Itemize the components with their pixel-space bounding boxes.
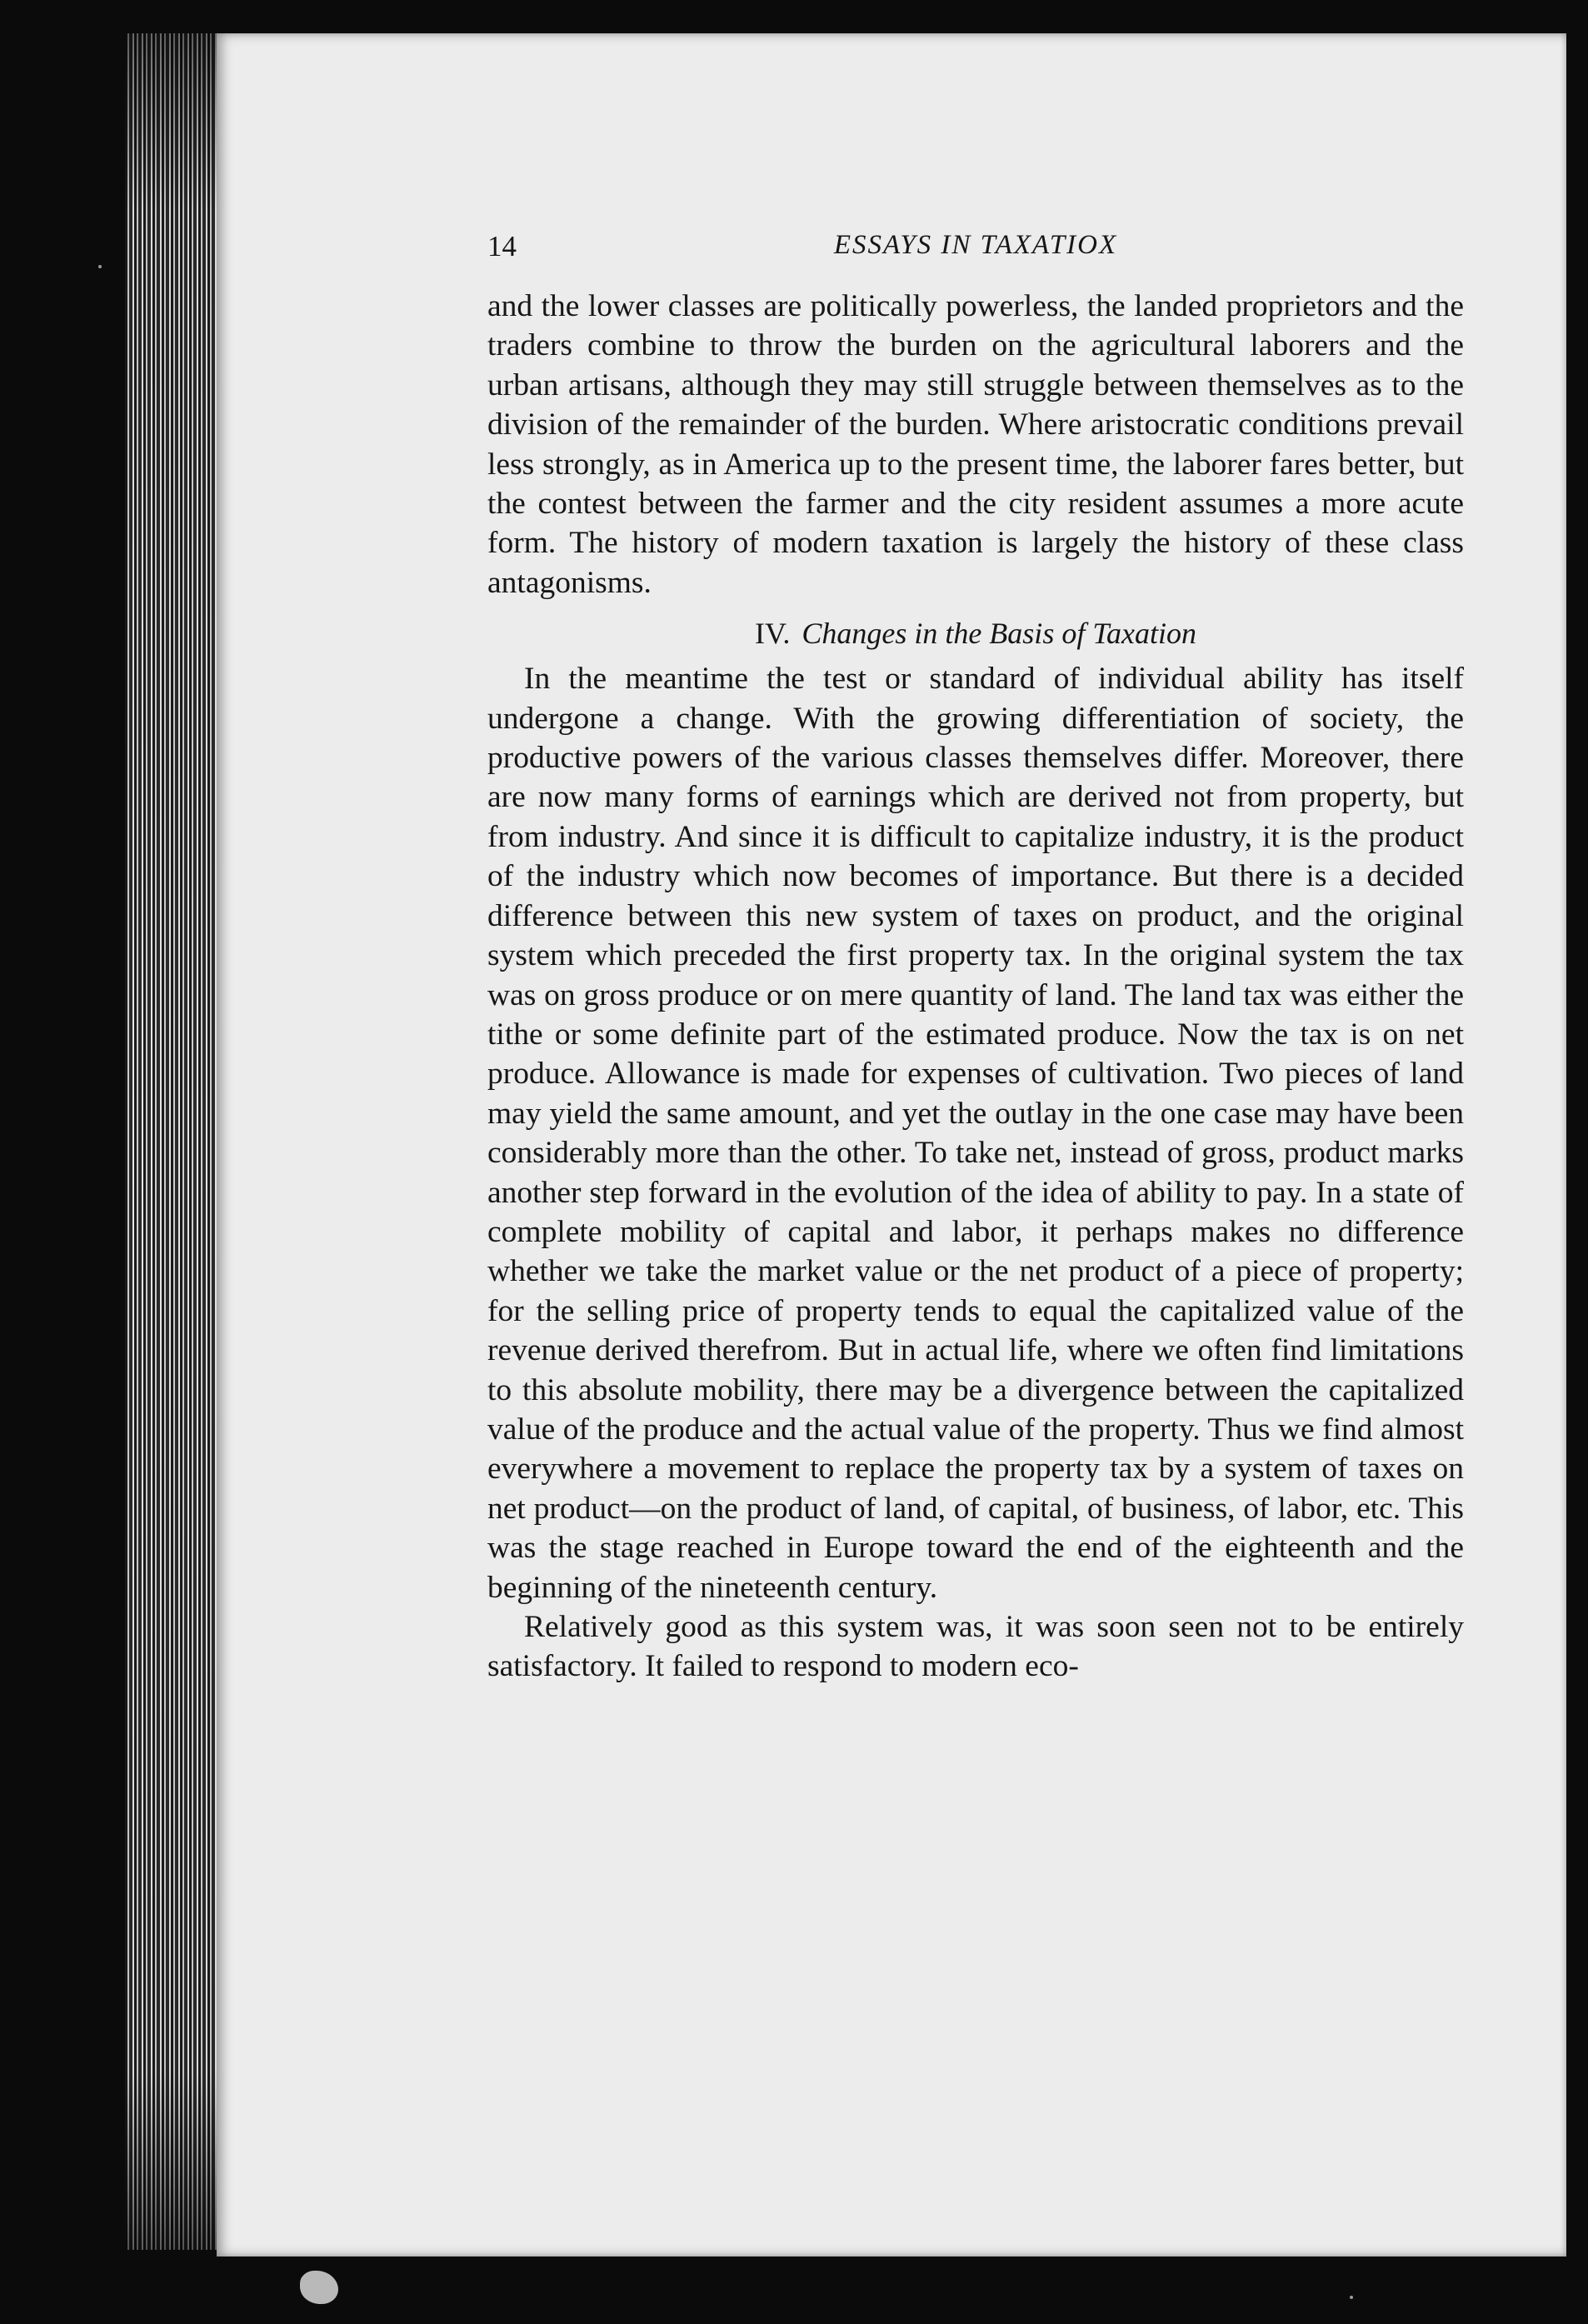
book-page-edges	[125, 33, 225, 2250]
page-content	[487, 230, 1464, 1687]
page-number: 14	[487, 230, 517, 262]
paragraph-2: In the meantime the test or standard of individual ability has itself undergone a change. With the growing differentiation of society, the productive powers of the various classes themselves differ. Moreover, there are now many forms of earnings which are derived not from property, but from industry. And since it is difficult to capitalize industry, it is the product of the industry which now becomes of importance. But there is a decided difference between this new system of taxes on product, and the original system which preceded the first property tax. In the original system the tax was on gross produce or on mere quantity of land. The land tax was either the tithe or some definite part of the estimated produce. Now the tax is on net produce. Allowance is made for expenses of cultivation. Two pieces of land may yield the same amount, and yet the outlay in the one case may have been considerably more than the other. To take net, instead of gross, product marks another step forward in the evolution of the idea of ability to pay. In a state of complete mobility of capital and labor, it perhaps makes no difference whether we take the market value or the net product of a piece of property; for the selling price of property tends to equal the capitalized value of the revenue derived therefrom. But in actual life, where we often find limitations to this absolute mobility, there may be a divergence between the capitalized value of the produce and the actual value of the property. Thus we find almost everywhere a movement to replace the property tax by a system of taxes on net product—on the product of land, of capital, of business, of labor, etc. This was the stage reached in Europe toward the end of the eighteenth and the beginning of the nineteenth century.	[487, 662, 1464, 1605]
scan-speck	[1350, 2296, 1353, 2299]
running-title: ESSAYS IN TAXATIOX	[833, 230, 1118, 260]
section-title: Changes in the Basis of Taxation	[801, 617, 1197, 651]
scan-artifact-mark	[300, 2271, 338, 2304]
paragraph-3: Relatively good as this system was, it was soon seen not to be entirely satisfactory. It failed to respond to modern eco-	[487, 1610, 1464, 1684]
section-heading	[487, 612, 1464, 654]
section-number: IV.	[754, 617, 791, 651]
paragraph-1: and the lower classes are politically powerless, the landed proprietors and the traders combine to throw the burden on the agricultural laborers and the urban artisans, although they may still struggle between themselves as to the division of the remainder of the burden. Where aristocratic conditions prevail less strongly, as in America up to the present time, the laborer fares better, but the contest between the farmer and the city resident assumes a more acute form. The history of modern taxation is largely the history of these class antagonisms.	[487, 289, 1464, 600]
scan-speck	[98, 265, 102, 268]
book-page	[217, 33, 1566, 2257]
running-head	[487, 230, 1464, 280]
